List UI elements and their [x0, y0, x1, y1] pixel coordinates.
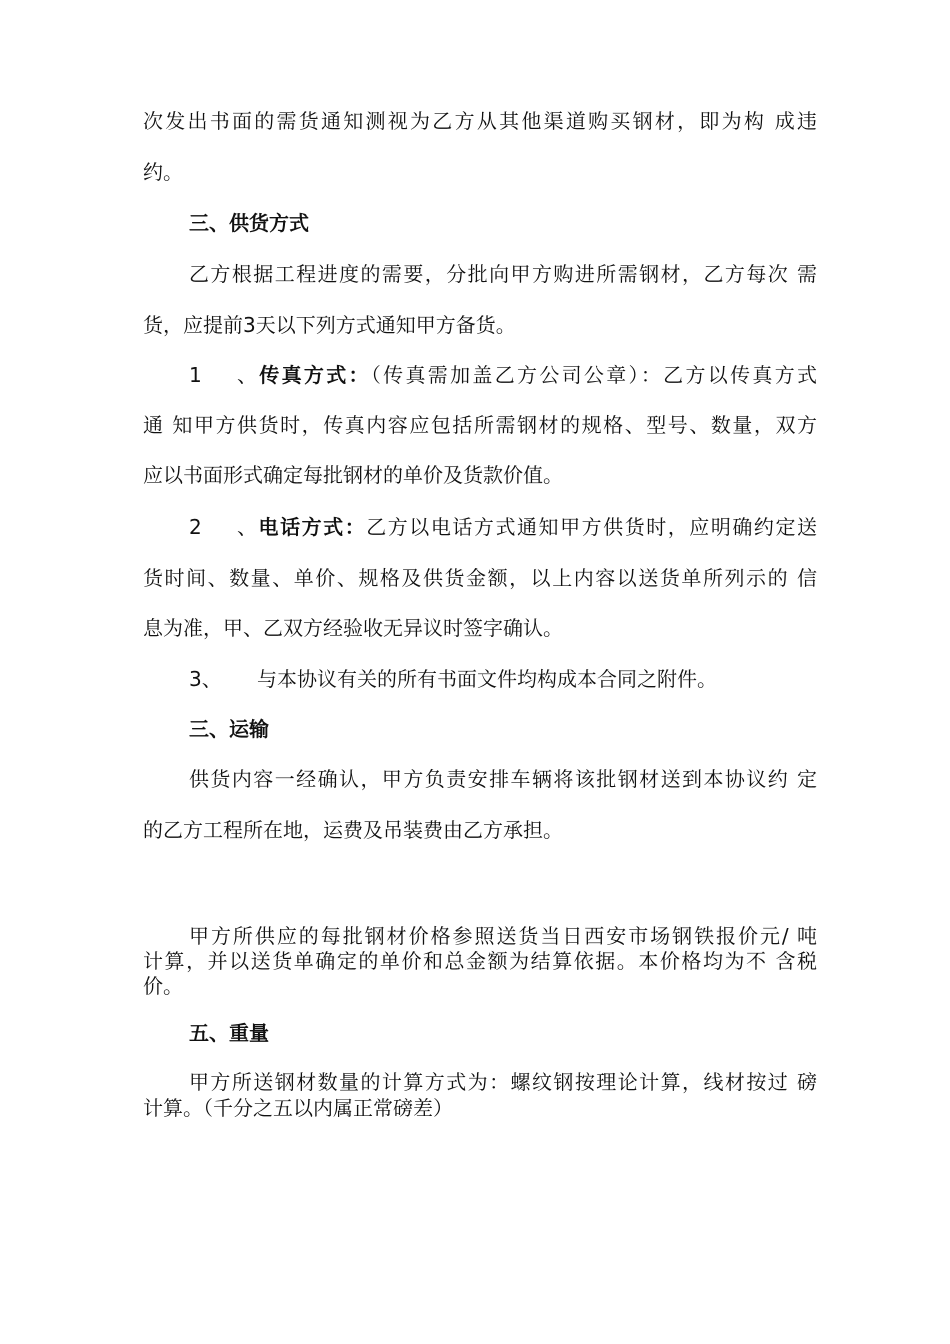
- paragraph-line: 货时间、数量、单价、规格及供货金额，以上内容以送货单所列示的 信: [143, 566, 817, 590]
- section-heading-weight: 五、重量: [189, 1021, 269, 1045]
- paragraph-line: 次发出书面的需货通知测视为乙方从其他渠道购买钢材，即为构 成违: [143, 109, 817, 133]
- list-number: 3、: [189, 667, 222, 691]
- paragraph-line: 供货内容一经确认，甲方负责安排车辆将该批钢材送到本协议约 定: [189, 767, 817, 791]
- list-number: 2、: [189, 515, 257, 539]
- paragraph-line: 通 知甲方供货时，传真内容应包括所需钢材的规格、型号、数量，双方: [143, 413, 817, 437]
- list-item-title: 电话方式：: [257, 515, 367, 539]
- list-item-text: 乙方以电话方式通知甲方供货时，应明确约定送: [366, 515, 818, 539]
- list-item-text: 与本协议有关的所有书面文件均构成本合同之附件。: [257, 667, 717, 691]
- paragraph-line: 甲方所供应的每批钢材价格参照送货当日西安市场钢铁报价元/ 吨: [189, 924, 817, 948]
- paragraph-line: 计算，并以送货单确定的单价和总金额为结算依据。本价格均为不 含税: [143, 949, 817, 973]
- list-item-attachments: [189, 666, 817, 692]
- section-heading-supply-method: 三、供货方式: [189, 211, 309, 235]
- list-item-text: （传真需加盖乙方公司公章）：乙方以传真方式: [370, 363, 818, 387]
- paragraph-line: 约。: [143, 160, 183, 184]
- paragraph-line: 应以书面形式确定每批钢材的单价及货款价值。: [143, 463, 563, 487]
- paragraph-line: 计算。（千分之五以内属正常磅差）: [143, 1096, 453, 1120]
- paragraph-line: 价。: [143, 974, 183, 998]
- section-heading-transport: 三、运输: [189, 717, 269, 741]
- paragraph-line: 货，应提前3天以下列方式通知甲方备货。: [143, 313, 516, 337]
- list-number: 1、: [189, 363, 257, 387]
- list-item-fax: [189, 362, 817, 388]
- paragraph-line: 甲方所送钢材数量的计算方式为：螺纹钢按理论计算，线材按过 磅: [189, 1070, 817, 1094]
- list-item-phone: [189, 514, 817, 540]
- paragraph-line: 息为准，甲、乙双方经验收无异议时签字确认。: [143, 616, 563, 640]
- list-item-title: 传真方式：: [257, 363, 371, 387]
- paragraph-line: 乙方根据工程进度的需要，分批向甲方购进所需钢材，乙方每次 需: [189, 262, 817, 286]
- paragraph-line: 的乙方工程所在地，运费及吊装费由乙方承担。: [143, 818, 563, 842]
